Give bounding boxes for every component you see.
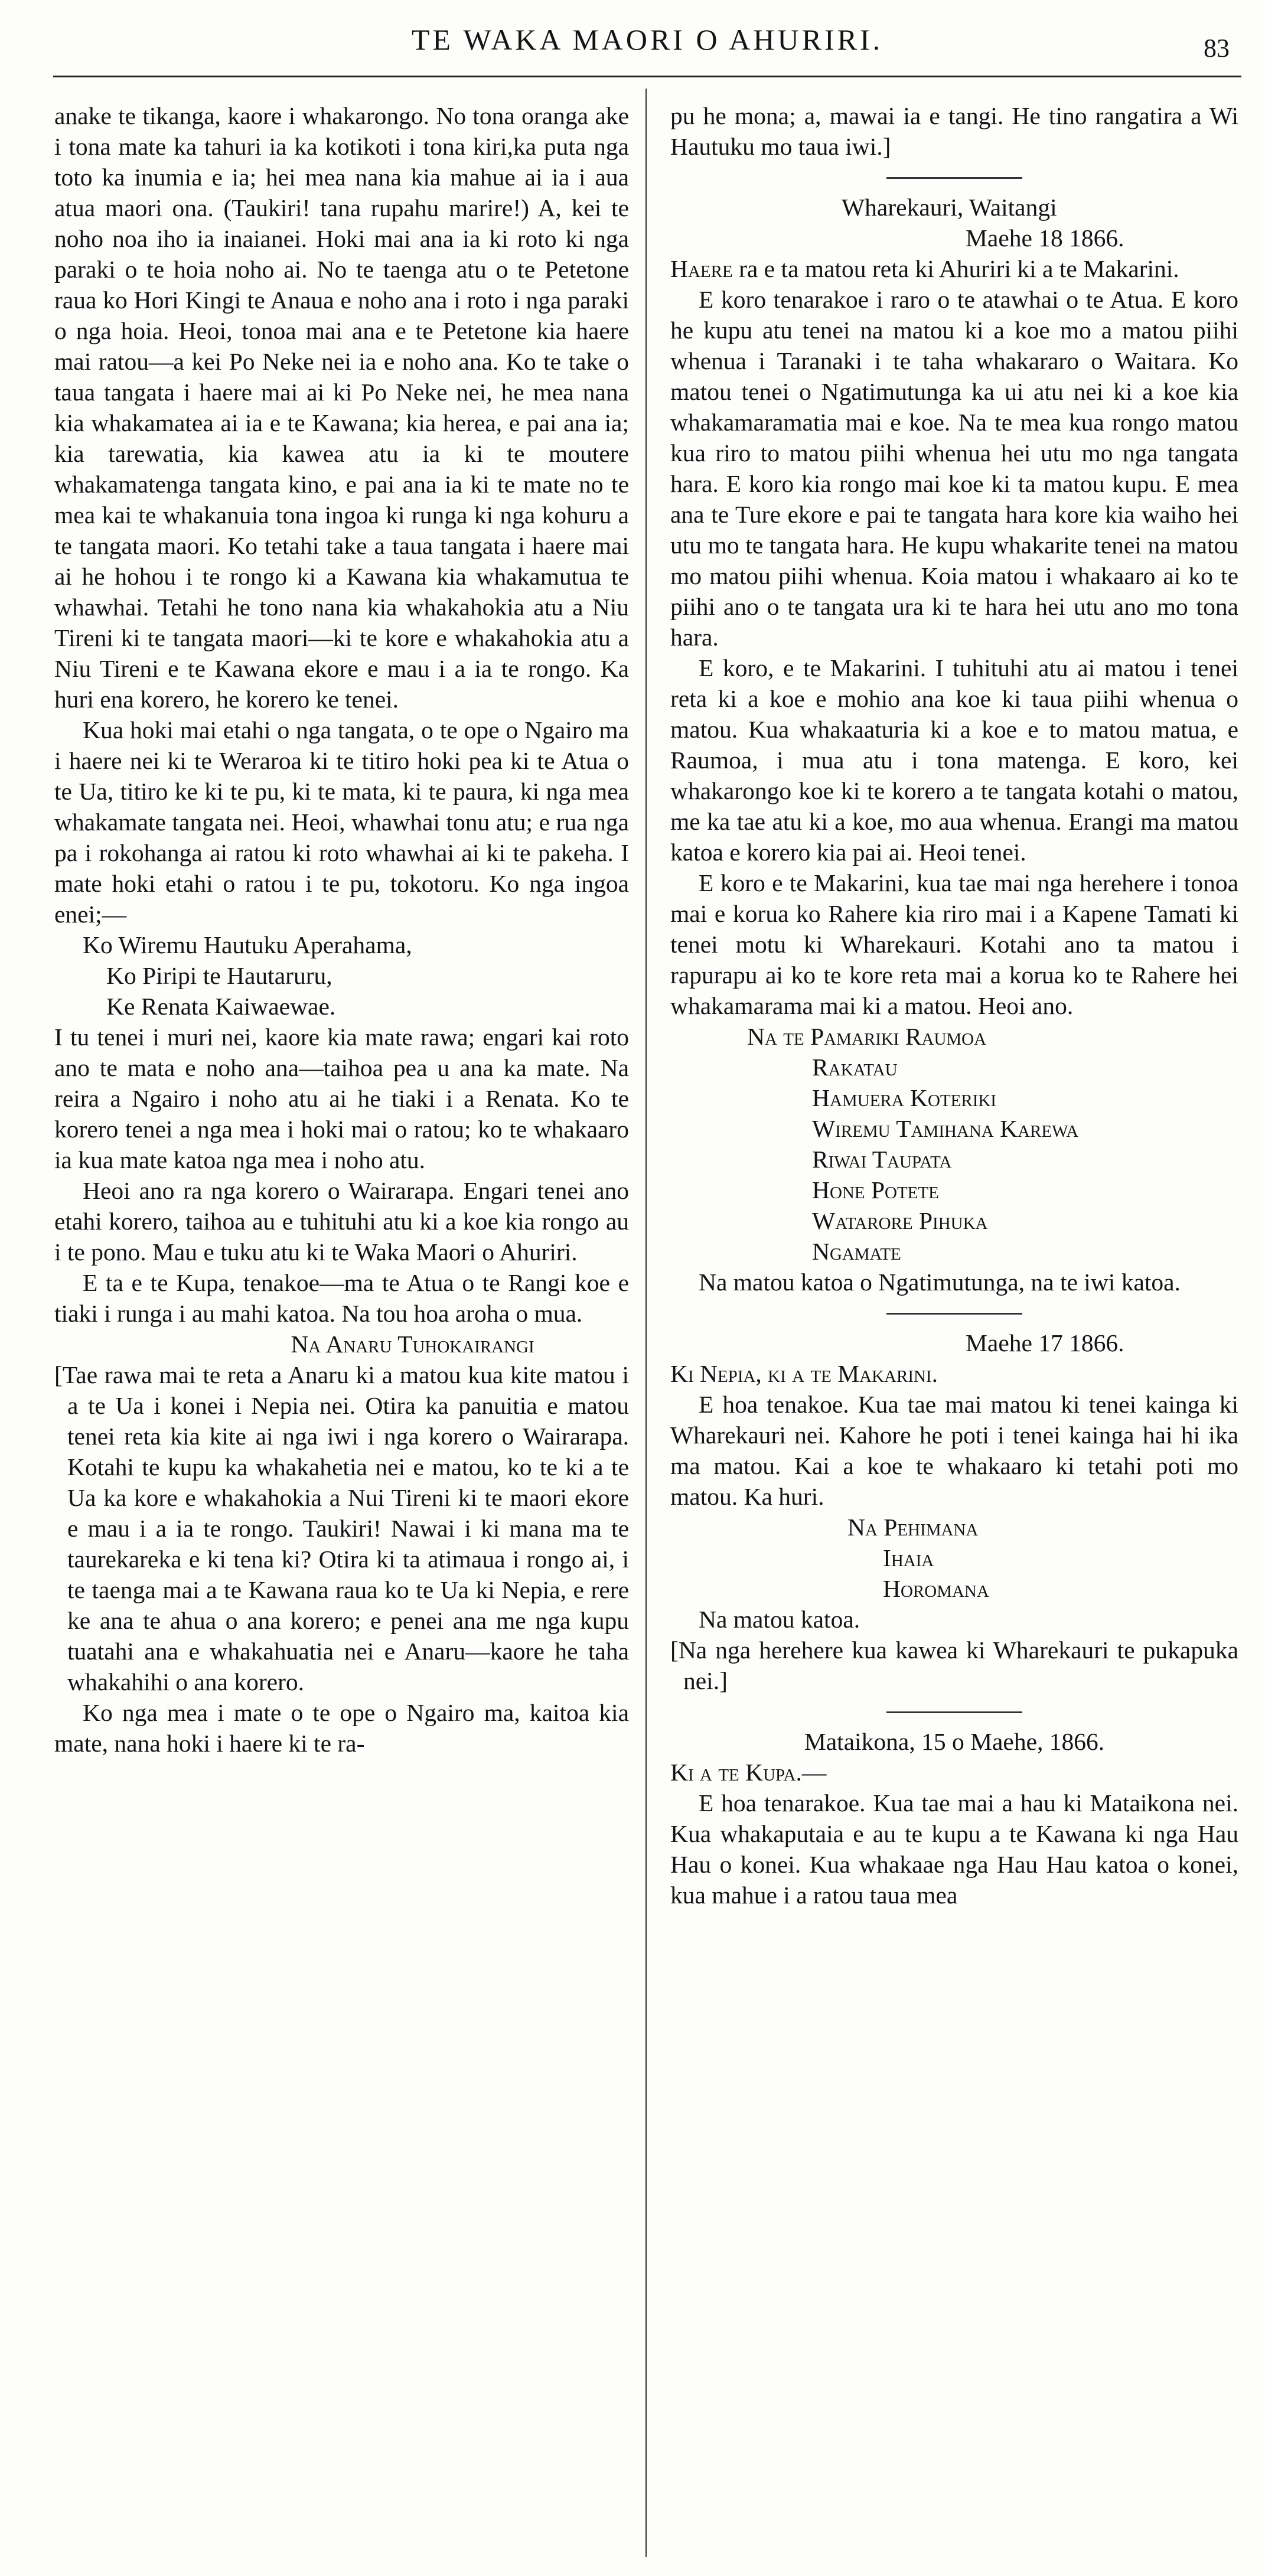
signatory: Hamuera Koteriki — [812, 1084, 996, 1111]
page-number: 83 — [1204, 34, 1230, 63]
letter-opening — [670, 253, 1238, 284]
masthead-title: TE WAKA MAORI O AHURIRI. — [411, 23, 883, 56]
editor-note-2: [Na nga herehere kua kawea ki Wharekauri te pukapuka nei.] — [670, 1636, 1238, 1694]
section-rule — [886, 1313, 1022, 1315]
letter-place-3: Mataikona, 15 o Maehe, 1866. — [804, 1728, 1105, 1755]
letter-address-3: Ki a te Kupa.— — [670, 1759, 827, 1786]
left-paragraph-3: I tu tenei i muri nei, kaore kia mate rawa; engari kai roto ano te mata e noho ana—taihoa pea u ana ka mate. Na reira a Ngairo i noho atu ai he tiaki i a Renata. Ko te korero tenei a nga mea i hoki mai o ratou; ko te whakaaro ia kua mate katoa nga mea i noho atu. — [54, 1023, 629, 1173]
left-paragraph-1: anake te tikanga, kaore i whakarongo. No tona oranga ake i tona mate ka tahuri ia ka kotikoti i tona kiri,ka puta nga toto ka inumia e ia; hei mea nana kia mahue ai ia i aua atua maori ona. (Taukiri! tana rupahu marire!) A, kei te noho noa iho ia inaianei. Hoki mai ana ia ki roto ki nga paraki o te hoia noho ai. No te taenga atu o te Petetone raua ko Hori Kingi te Anaua e noho ana i roto i nga paraki o nga hoia. Heoi, tonoa mai ana e te Petetone kia haere mai ratou—a kei Po Neke nei ia e noho ana. Ko te take o taua tangata i haere mai ai ki Po Neke nei, he mea nana kia whakamatea ai ia e te Kawana; kia herea, e pai ana ia; kia tarewatia, kia kawea atu ia ki te moutere whakamatenga tangata kino, e pai ana ia ki te mate no te mea kai te whakanuia tona ingoa ki runga ki nga kohuru a te tangata maori. Ko tetahi take a taua tangata i haere mai ai he hohou i te rongo ki a Kawana kia whakamutua te whawhai. Tetahi he tono nana kia whakahokia atu a Niu Tireni ki te tangata maori—ki te kore e whakahokia atu a Niu Tireni e te Kawana ekore e mau i a ia te rongo. Ka huri ena korero, he korero ke tenei. — [54, 102, 629, 713]
left-paragraph-5: E ta e te Kupa, tenakoe—ma te Atua o te Rangi koe e tiaki i runga i au mahi katoa. Na tou hoa aroha o mua. — [54, 1269, 629, 1327]
name-item: Ko Wiremu Hautuku Aperahama, — [83, 931, 412, 958]
signatory: Riwai Taupata — [812, 1146, 952, 1173]
name-item: Ko Piripi te Hautaruru, — [106, 962, 332, 989]
section-rule — [886, 1711, 1022, 1713]
signatory: Horomana — [883, 1575, 989, 1602]
letter-date-2: Maehe 17 1866. — [966, 1329, 1124, 1357]
name-item: Ke Renata Kaiwaewae. — [106, 993, 336, 1020]
left-column — [54, 100, 629, 1759]
page-header — [53, 22, 1241, 76]
right-paragraph-3: E koro tenarakoe i raro o te atawhai o te Atua. E koro he kupu atu tenei na matou ki a koe mo a matou piihi whenua i Taranaki i te taha whakararo o Waitara. Ko matou tenei o Ngatimutunga ka ui atu nei ki a koe kia whakamaramatia mai e koe. Na te mea kua rongo matou kua riro to matou piihi whenua hei utu mo nga tangata hara. E koro kia rongo mai koe ki ta matou kupu. E mea ana te Ture ekore e pai te tangata hara kore kia waiho hei utu mo te tangata hara. He kupu whakarite tenei na matou mo matou piihi whenua. Koia matou i whakaaro ai ko te piihi ano o te tangata ura ki te hara hei utu ano mo tona hara. — [670, 286, 1238, 651]
letter-place: Wharekauri, Waitangi — [842, 194, 1057, 221]
left-paragraph-2: Kua hoki mai etahi o nga tangata, o te ope o Ngairo ma i haere nei ki te Weraroa ki te titiro hoki pea ki te Atua o te Ua, titiro ke ki te pu, ki te mata, ki te paura, ki nga mea whakamate tangata nei. Heoi, whawhai tonu atu; e rua nga pa i rokohanga ai ratou ki roto whawhai ai ki te pakeha. I mate hoki etahi o ratou i te pu, tokotoru. Ko nga ingoa enei;— — [54, 716, 629, 928]
right-paragraph-7: E hoa tenarakoe. Kua tae mai a hau ki Mataikona nei. Kua whakaputaia e au te kupu a te Kawana ki nga Hau Hau o konei. Kua whakaae nga Hau Hau katoa o konei, kua mahue i a ratou taua mea — [670, 1789, 1238, 1909]
names-list — [54, 930, 629, 1022]
signatories-tail: Na matou katoa o Ngatimutunga, na te iwi katoa. — [699, 1269, 1181, 1296]
signatory: Watarore Pihuka — [812, 1207, 988, 1234]
letter-address-2: Ki Nepia, ki a te Makarini. — [670, 1360, 938, 1387]
right-paragraph-6: E hoa tenakoe. Kua tae mai matou ki tenei kainga ki Wharekauri nei. Kahore he poti i tenei kainga hai hi ika ma matou. Kai a koe te whakaaro ki tetahi poti mo matou. Ka huri. — [670, 1391, 1238, 1510]
section-rule — [886, 177, 1022, 179]
left-paragraph-7: Ko nga mea i mate o te ope o Ngairo ma, kaitoa kia mate, nana hoki i haere ki te ra- — [54, 1699, 629, 1757]
signatory: Pamariki Raumoa — [810, 1023, 987, 1050]
signatory: Ihaia — [883, 1544, 934, 1571]
right-paragraph-4: E koro, e te Makarini. I tuhituhi atu ai matou i tenei reta ki a koe e mohio ana koe ki taua piihi whenua o matou. Kua whakaaturia ki a koe e to matou matua, e Raumoa, i mua atu i tona matenga. E koro, kei whakarongo koe ki te korero a te tangata kotahi o matou, me ka tae atu ki a koe, mo aua whenua. Erangi ma matou katoa e korero kia pai ai. Heoi tenei. — [670, 654, 1238, 866]
signatory: Pehimana — [883, 1514, 979, 1541]
editor-note: [Tae rawa mai te reta a Anaru ki a matou kua kite matou i a te Ua i konei i Nepia nei. Otira ka panuitia e matou tenei reta kia kite ai nga iwi i nga korero o Wairarapa. Kotahi te kupu ka whakahetia nei e matou, ko te ki a te Ua ka kore e whakahokia a Nui Tireni ki te maori ekore e mau i a ia te rongo. Taukiri! Nawai i ki mana ma te taurekareka e ki tena ki? Otira ki ta atimaua i rongo ai, i te taenga mai a te Kawana raua ko te Ua ki Nepia, e rere ke ana te ahua o ana korero; e penei ana me nga kupu tuatahi ana e whakahuatia nei e Anaru—kaore he taha whakahihi o ana korero. — [54, 1361, 629, 1695]
signatory: Wiremu Tamihana Karewa — [812, 1115, 1079, 1142]
letter-lead-word: Haere — [670, 255, 733, 282]
header-rule — [53, 76, 1241, 77]
right-paragraph-5: E koro e te Makarini, kua tae mai nga herehere i tonoa mai e korua ko Rahere kia riro mai i a Kapene Tamati ki tenei motu ki Wharekauri. Kotahi ano ta matou i rapurapu ai ko te kore reta mai a korua ko te Rahere hei whakamarama mai ki a matou. Heoi ano. — [670, 869, 1238, 1019]
signature-anaru: Na Anaru Tuhokairangi — [291, 1331, 534, 1358]
column-divider — [645, 89, 647, 2557]
right-column — [670, 100, 1238, 1910]
signatory: Rakatau — [812, 1054, 898, 1081]
right-paragraph-1: pu he mona; a, mawai ia e tangi. He tino rangatira a Wi Hautuku mo taua iwi.] — [670, 102, 1238, 160]
letter-date: Maehe 18 1866. — [966, 224, 1124, 252]
left-paragraph-4: Heoi ano ra nga korero o Wairarapa. Engari tenei ano etahi korero, taihoa au e tuhituhi atu ki a koe kia rongo au i te pono. Mau e tuku atu ki te Waka Maori o Ahuriri. — [54, 1177, 629, 1266]
letter-opening-text: ra e ta matou reta ki Ahuriri ki a te Makarini. — [739, 255, 1179, 282]
signatory: Ngamate — [812, 1238, 901, 1265]
signatories-block — [670, 1021, 1238, 1267]
signatories-block-2 — [670, 1512, 1238, 1604]
signatory: Hone Potete — [812, 1176, 939, 1204]
signature-intro: Na te — [747, 1023, 804, 1050]
signature-intro-2: Na — [847, 1514, 878, 1541]
signatories-tail-2: Na matou katoa. — [699, 1606, 860, 1633]
